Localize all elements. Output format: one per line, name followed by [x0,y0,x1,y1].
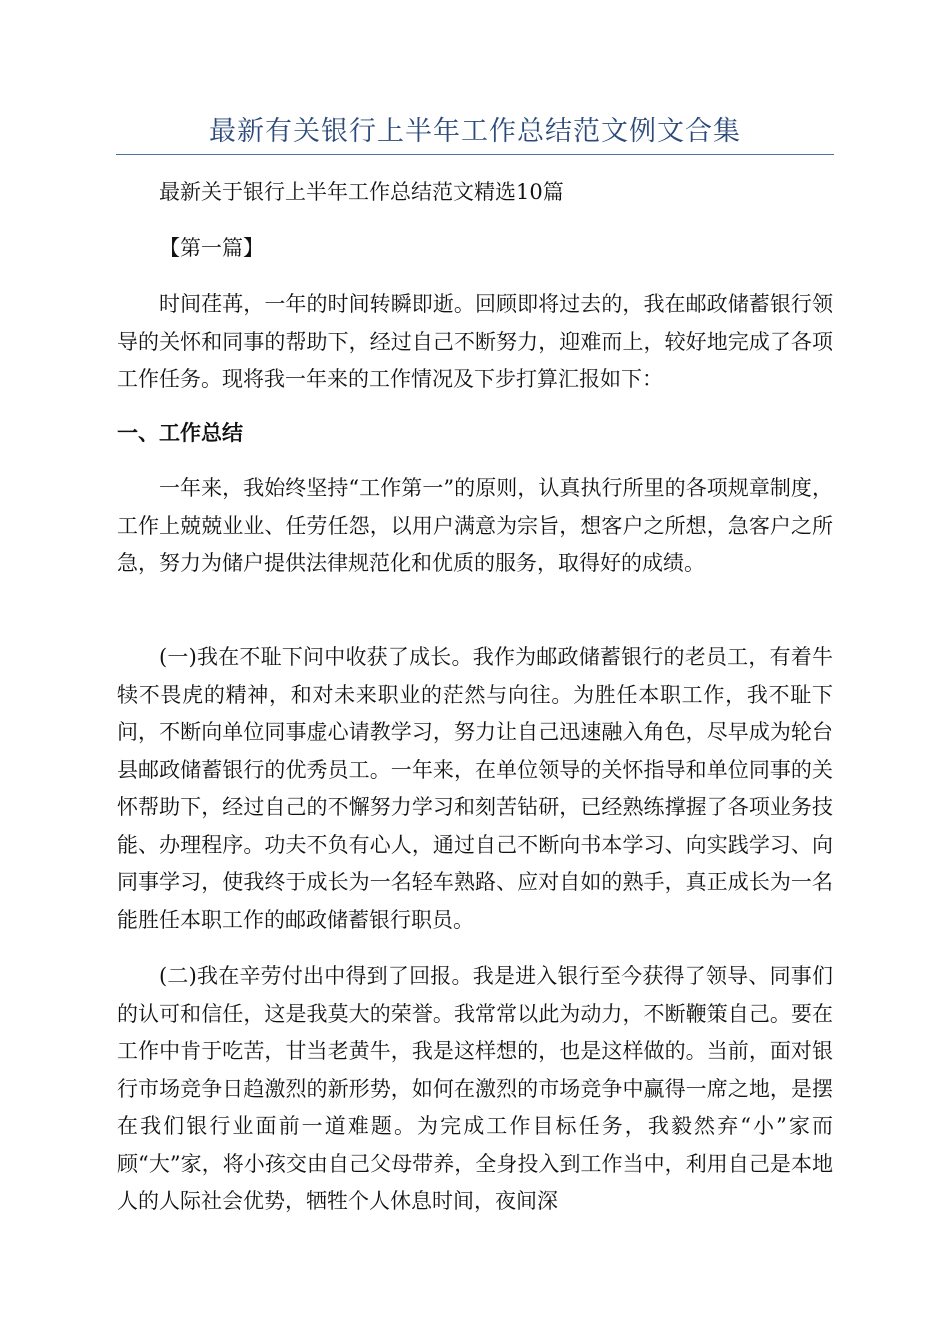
paragraph-reward: (二)我在辛劳付出中得到了回报。我是进入银行至今获得了领导、同事们的认可和信任，这是我莫大的荣誉。我常常以此为动力，不断鞭策自己。要在工作中肯于吃苦，甘当老黄牛，我是这样想的，也是这样做的。当前，面对银行市场竞争日趋激烈的新形势，如何在激烈的市场竞争中赢得一席之地，是摆在我们银行业面前一道难题。为完成工作目标任务，我毅然弃“小”家而顾“大”家，将小孩交由自己父母带养，全身投入到工作当中，利用自己是本地人的人际社会优势，牺牲个人休息时间，夜间深 [117,964,833,1213]
paragraph-work-principle: 一年来，我始终坚持“工作第一”的原则，认真执行所里的各项规章制度，工作上兢兢业业、任劳任怨，以用户满意为宗旨，想客户之所想，急客户之所急，努力为储户提供法律规范化和优质的服务，取得好的成绩。 [117,476,833,575]
document-subtitle: 最新关于银行上半年工作总结范文精选10篇 [159,180,564,204]
intro-paragraph: 时间荏苒，一年的时间转瞬即逝。回顾即将过去的，我在邮政储蓄银行领导的关怀和同事的帮助下，经过自己不断努力，迎难而上，较好地完成了各项工作任务。现将我一年来的工作情况及下步打算汇报如下： [117,292,833,391]
title-underline [116,154,834,155]
paragraph-growth: (一)我在不耻下问中收获了成长。我作为邮政储蓄银行的老员工，有着牛犊不畏虎的精神，和对未来职业的茫然与向往。为胜任本职工作，我不耻下问，不断向单位同事虚心请教学习，努力让自己迅速融入角色，尽早成为轮台县邮政储蓄银行的优秀员工。一年来，在单位领导的关怀指导和单位同事的关怀帮助下，经过自己的不懈努力学习和刻苦钻研，已经熟练撑握了各项业务技能、办理程序。功夫不负有心人，通过自己不断向书本学习、向实践学习、向同事学习，使我终于成长为一名轻车熟路、应对自如的熟手，真正成长为一名能胜任本职工作的邮政储蓄银行职员。 [117,645,833,932]
section-marker: 【第一篇】 [159,236,264,260]
document-title: 最新有关银行上半年工作总结范文例文合集 [209,116,741,147]
section-heading-work-summary: 一、工作总结 [117,421,243,445]
